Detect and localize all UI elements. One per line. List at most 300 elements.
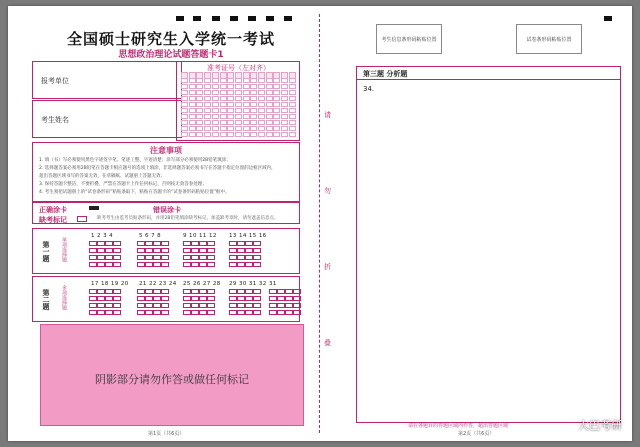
exam-number-cell[interactable] (250, 102, 257, 107)
exam-number-cell[interactable] (220, 78, 227, 83)
exam-number-cell[interactable] (181, 90, 188, 95)
exam-number-cell[interactable] (281, 120, 288, 125)
answer-bubble[interactable] (277, 303, 285, 308)
exam-number-cell[interactable] (289, 102, 296, 107)
exam-number-cell[interactable] (181, 96, 188, 101)
answer-bubble[interactable] (97, 262, 105, 267)
answer-bubble[interactable] (245, 296, 253, 301)
exam-number-cell[interactable] (212, 108, 219, 113)
answer-bubble[interactable] (229, 296, 237, 301)
exam-number-cell[interactable] (235, 132, 242, 137)
exam-number-cell[interactable] (273, 132, 280, 137)
answer-bubble[interactable] (161, 248, 169, 253)
answer-bubble[interactable] (207, 262, 215, 267)
exam-number-cell[interactable] (235, 84, 242, 89)
answer-bubble[interactable] (145, 296, 153, 301)
answer-bubble[interactable] (137, 241, 145, 246)
exam-number-cell[interactable] (181, 114, 188, 119)
answer-bubble[interactable] (97, 241, 105, 246)
answer-bubble[interactable] (153, 262, 161, 267)
answer-bubble[interactable] (207, 303, 215, 308)
answer-bubble[interactable] (269, 310, 277, 315)
exam-number-cell[interactable] (196, 102, 203, 107)
exam-number-cell[interactable] (189, 126, 196, 131)
exam-number-cell[interactable] (227, 120, 234, 125)
exam-number-cell[interactable] (227, 84, 234, 89)
answer-bubble[interactable] (277, 296, 285, 301)
exam-number-cell[interactable] (289, 78, 296, 83)
exam-number-cell[interactable] (181, 108, 188, 113)
answer-bubble[interactable] (191, 241, 199, 246)
answer-bubble[interactable] (269, 289, 277, 294)
answer-bubble[interactable] (105, 255, 113, 260)
answer-bubble[interactable] (237, 289, 245, 294)
exam-number-cell[interactable] (181, 126, 188, 131)
answer-bubble[interactable] (245, 289, 253, 294)
answer-bubble[interactable] (285, 310, 293, 315)
answer-bubble[interactable] (137, 248, 145, 253)
exam-number-cell[interactable] (266, 84, 273, 89)
answer-bubble[interactable] (105, 289, 113, 294)
exam-number-cell[interactable] (250, 84, 257, 89)
exam-number-cell[interactable] (227, 102, 234, 107)
exam-unit-box[interactable] (32, 61, 182, 99)
exam-number-cell[interactable] (196, 90, 203, 95)
exam-number-cell[interactable] (281, 96, 288, 101)
answer-bubble[interactable] (191, 289, 199, 294)
answer-bubble[interactable] (199, 255, 207, 260)
exam-number-cell[interactable] (289, 126, 296, 131)
answer-bubble[interactable] (245, 303, 253, 308)
exam-number-cell[interactable] (189, 102, 196, 107)
answer-bubble[interactable] (207, 255, 215, 260)
exam-number-cell[interactable] (289, 132, 296, 137)
exam-number-cell[interactable] (220, 114, 227, 119)
answer-bubble[interactable] (89, 303, 97, 308)
answer-bubble[interactable] (145, 303, 153, 308)
exam-number-cell[interactable] (235, 120, 242, 125)
answer-bubble[interactable] (183, 296, 191, 301)
exam-number-cell[interactable] (220, 120, 227, 125)
answer-bubble[interactable] (113, 296, 121, 301)
barcode-box-left[interactable] (376, 24, 442, 54)
exam-number-cell[interactable] (258, 90, 265, 95)
exam-number-cell[interactable] (181, 78, 188, 83)
exam-number-cell[interactable] (281, 126, 288, 131)
exam-number-cell[interactable] (181, 102, 188, 107)
exam-number-cell[interactable] (250, 114, 257, 119)
exam-number-cell[interactable] (189, 78, 196, 83)
exam-number-cell[interactable] (258, 96, 265, 101)
exam-number-cell[interactable] (243, 78, 250, 83)
exam-number-cell[interactable] (289, 108, 296, 113)
answer-bubble[interactable] (97, 310, 105, 315)
answer-bubble[interactable] (97, 289, 105, 294)
answer-bubble[interactable] (183, 289, 191, 294)
exam-number-cell[interactable] (250, 108, 257, 113)
absent-mark-bubble[interactable] (77, 216, 87, 222)
exam-number-cell[interactable] (204, 90, 211, 95)
answer-bubble[interactable] (293, 296, 301, 301)
answer-bubble[interactable] (97, 248, 105, 253)
answer-bubble[interactable] (105, 262, 113, 267)
exam-number-cell[interactable] (243, 96, 250, 101)
answer-bubble[interactable] (237, 248, 245, 253)
answer-bubble[interactable] (161, 310, 169, 315)
exam-number-cell[interactable] (204, 102, 211, 107)
exam-number-cell[interactable] (273, 102, 280, 107)
exam-number-cell[interactable] (250, 90, 257, 95)
answer-bubble[interactable] (153, 303, 161, 308)
answer-bubble[interactable] (253, 296, 261, 301)
answer-bubble[interactable] (145, 262, 153, 267)
answer-bubble[interactable] (245, 241, 253, 246)
exam-number-cell[interactable] (258, 84, 265, 89)
answer-bubble[interactable] (245, 255, 253, 260)
answer-bubble[interactable] (285, 289, 293, 294)
candidate-name-box[interactable] (32, 100, 182, 138)
answer-bubble[interactable] (161, 289, 169, 294)
exam-number-cell[interactable] (266, 102, 273, 107)
exam-number-cell[interactable] (204, 120, 211, 125)
answer-area[interactable] (356, 66, 621, 423)
exam-number-cell[interactable] (243, 126, 250, 131)
answer-bubble[interactable] (183, 303, 191, 308)
exam-number-cell[interactable] (220, 90, 227, 95)
exam-number-cell[interactable] (227, 78, 234, 83)
answer-bubble[interactable] (137, 262, 145, 267)
exam-number-cell[interactable] (258, 114, 265, 119)
answer-bubble[interactable] (269, 296, 277, 301)
exam-number-cell[interactable] (243, 90, 250, 95)
exam-number-cell[interactable] (227, 96, 234, 101)
answer-bubble[interactable] (145, 310, 153, 315)
answer-bubble[interactable] (113, 262, 121, 267)
exam-number-cell[interactable] (204, 114, 211, 119)
exam-number-cell[interactable] (235, 114, 242, 119)
exam-number-cell[interactable] (196, 78, 203, 83)
answer-bubble[interactable] (229, 303, 237, 308)
exam-number-cell[interactable] (189, 90, 196, 95)
exam-number-cell[interactable] (181, 132, 188, 137)
exam-number-cell[interactable] (281, 90, 288, 95)
exam-number-cell[interactable] (289, 120, 296, 125)
answer-bubble[interactable] (237, 296, 245, 301)
answer-bubble[interactable] (237, 241, 245, 246)
exam-number-cell[interactable] (189, 96, 196, 101)
exam-number-cell[interactable] (266, 96, 273, 101)
exam-number-cell[interactable] (220, 132, 227, 137)
exam-number-cell[interactable] (258, 126, 265, 131)
answer-bubble[interactable] (89, 289, 97, 294)
exam-number-cell[interactable] (196, 120, 203, 125)
exam-number-cell[interactable] (243, 108, 250, 113)
exam-number-cell[interactable] (181, 84, 188, 89)
exam-number-cell[interactable] (273, 96, 280, 101)
exam-number-cell[interactable] (212, 90, 219, 95)
exam-number-cell[interactable] (289, 90, 296, 95)
answer-bubble[interactable] (105, 303, 113, 308)
exam-number-cell[interactable] (273, 84, 280, 89)
exam-number-cell[interactable] (227, 132, 234, 137)
exam-number-cell[interactable] (266, 108, 273, 113)
answer-bubble[interactable] (161, 296, 169, 301)
exam-number-cell[interactable] (243, 84, 250, 89)
answer-bubble[interactable] (229, 262, 237, 267)
exam-number-cell[interactable] (281, 108, 288, 113)
exam-number-cell[interactable] (235, 96, 242, 101)
exam-number-cell[interactable] (212, 84, 219, 89)
exam-number-cell[interactable] (273, 78, 280, 83)
answer-bubble[interactable] (183, 241, 191, 246)
answer-bubble[interactable] (245, 310, 253, 315)
exam-number-cell[interactable] (258, 78, 265, 83)
answer-bubble[interactable] (97, 296, 105, 301)
exam-number-cell[interactable] (189, 108, 196, 113)
answer-bubble[interactable] (89, 262, 97, 267)
answer-bubble[interactable] (253, 289, 261, 294)
answer-bubble[interactable] (237, 262, 245, 267)
answer-bubble[interactable] (191, 310, 199, 315)
exam-number-cell[interactable] (258, 108, 265, 113)
exam-number-cell[interactable] (204, 84, 211, 89)
exam-number-cell[interactable] (258, 132, 265, 137)
answer-bubble[interactable] (145, 289, 153, 294)
answer-bubble[interactable] (293, 289, 301, 294)
barcode-box-right[interactable] (516, 24, 582, 54)
exam-number-cell[interactable] (266, 126, 273, 131)
exam-number-cell[interactable] (273, 126, 280, 131)
answer-bubble[interactable] (137, 255, 145, 260)
exam-number-cell[interactable] (212, 96, 219, 101)
answer-bubble[interactable] (253, 248, 261, 253)
answer-bubble[interactable] (113, 310, 121, 315)
exam-number-cell[interactable] (243, 132, 250, 137)
exam-number-cell[interactable] (196, 84, 203, 89)
exam-number-cell[interactable] (289, 114, 296, 119)
exam-number-cell[interactable] (189, 114, 196, 119)
exam-number-cell[interactable] (250, 126, 257, 131)
answer-bubble[interactable] (137, 289, 145, 294)
answer-bubble[interactable] (97, 255, 105, 260)
answer-bubble[interactable] (191, 296, 199, 301)
exam-number-cell[interactable] (189, 84, 196, 89)
answer-bubble[interactable] (199, 296, 207, 301)
answer-bubble[interactable] (191, 248, 199, 253)
answer-bubble[interactable] (199, 289, 207, 294)
answer-bubble[interactable] (199, 303, 207, 308)
exam-number-cell[interactable] (196, 126, 203, 131)
answer-bubble[interactable] (207, 289, 215, 294)
exam-number-cell[interactable] (181, 120, 188, 125)
exam-number-cell[interactable] (212, 102, 219, 107)
answer-bubble[interactable] (183, 255, 191, 260)
exam-number-cell[interactable] (196, 96, 203, 101)
answer-bubble[interactable] (153, 310, 161, 315)
answer-bubble[interactable] (199, 262, 207, 267)
answer-bubble[interactable] (137, 296, 145, 301)
answer-bubble[interactable] (277, 289, 285, 294)
exam-number-cell[interactable] (227, 108, 234, 113)
exam-number-cell[interactable] (212, 120, 219, 125)
exam-number-cell[interactable] (281, 132, 288, 137)
answer-bubble[interactable] (113, 289, 121, 294)
exam-number-cell[interactable] (273, 90, 280, 95)
answer-bubble[interactable] (183, 310, 191, 315)
exam-number-cell[interactable] (212, 78, 219, 83)
exam-number-cell[interactable] (189, 120, 196, 125)
answer-bubble[interactable] (113, 303, 121, 308)
exam-number-cell[interactable] (220, 108, 227, 113)
exam-number-cell[interactable] (258, 102, 265, 107)
exam-number-cell[interactable] (266, 120, 273, 125)
answer-bubble[interactable] (253, 255, 261, 260)
answer-bubble[interactable] (199, 241, 207, 246)
answer-bubble[interactable] (89, 310, 97, 315)
exam-number-cell[interactable] (273, 108, 280, 113)
exam-number-cell[interactable] (273, 114, 280, 119)
answer-bubble[interactable] (89, 255, 97, 260)
exam-number-cell[interactable] (273, 120, 280, 125)
answer-bubble[interactable] (285, 303, 293, 308)
answer-bubble[interactable] (153, 296, 161, 301)
exam-number-cell[interactable] (220, 126, 227, 131)
exam-number-cell[interactable] (281, 114, 288, 119)
exam-number-cell[interactable] (235, 102, 242, 107)
answer-bubble[interactable] (97, 303, 105, 308)
exam-number-cell[interactable] (204, 78, 211, 83)
answer-bubble[interactable] (183, 262, 191, 267)
answer-bubble[interactable] (89, 248, 97, 253)
answer-bubble[interactable] (153, 255, 161, 260)
answer-bubble[interactable] (113, 255, 121, 260)
exam-number-cell[interactable] (212, 132, 219, 137)
exam-number-cell[interactable] (250, 120, 257, 125)
answer-bubble[interactable] (207, 296, 215, 301)
answer-bubble[interactable] (191, 303, 199, 308)
exam-number-cell[interactable] (196, 114, 203, 119)
answer-bubble[interactable] (269, 303, 277, 308)
answer-bubble[interactable] (237, 310, 245, 315)
exam-number-cell[interactable] (243, 114, 250, 119)
answer-bubble[interactable] (245, 248, 253, 253)
exam-number-cell[interactable] (212, 114, 219, 119)
answer-bubble[interactable] (89, 241, 97, 246)
answer-bubble[interactable] (153, 241, 161, 246)
answer-bubble[interactable] (229, 310, 237, 315)
answer-bubble[interactable] (293, 303, 301, 308)
answer-bubble[interactable] (253, 262, 261, 267)
answer-bubble[interactable] (253, 241, 261, 246)
exam-number-cell[interactable] (212, 126, 219, 131)
exam-number-cell[interactable] (220, 102, 227, 107)
answer-bubble[interactable] (89, 296, 97, 301)
exam-number-cell[interactable] (220, 84, 227, 89)
exam-number-cell[interactable] (204, 96, 211, 101)
exam-number-cell[interactable] (196, 108, 203, 113)
answer-bubble[interactable] (105, 241, 113, 246)
answer-bubble[interactable] (199, 310, 207, 315)
exam-number-cell[interactable] (289, 84, 296, 89)
answer-bubble[interactable] (105, 310, 113, 315)
answer-bubble[interactable] (105, 296, 113, 301)
answer-bubble[interactable] (293, 310, 301, 315)
answer-bubble[interactable] (145, 255, 153, 260)
answer-bubble[interactable] (277, 310, 285, 315)
exam-number-cell[interactable] (258, 120, 265, 125)
answer-bubble[interactable] (237, 255, 245, 260)
answer-bubble[interactable] (191, 262, 199, 267)
answer-bubble[interactable] (229, 255, 237, 260)
answer-bubble[interactable] (237, 303, 245, 308)
exam-number-cell[interactable] (235, 126, 242, 131)
answer-bubble[interactable] (113, 241, 121, 246)
answer-bubble[interactable] (207, 248, 215, 253)
answer-bubble[interactable] (191, 255, 199, 260)
exam-number-cell[interactable] (266, 78, 273, 83)
answer-bubble[interactable] (161, 241, 169, 246)
exam-number-cell[interactable] (204, 108, 211, 113)
exam-number-cell[interactable] (243, 102, 250, 107)
exam-number-cell[interactable] (250, 96, 257, 101)
exam-number-cell[interactable] (235, 90, 242, 95)
exam-number-cell[interactable] (227, 90, 234, 95)
exam-number-cell[interactable] (281, 84, 288, 89)
answer-bubble[interactable] (285, 296, 293, 301)
answer-bubble[interactable] (229, 241, 237, 246)
exam-number-cell[interactable] (204, 126, 211, 131)
answer-bubble[interactable] (161, 255, 169, 260)
exam-number-cell[interactable] (196, 132, 203, 137)
exam-number-cell[interactable] (281, 102, 288, 107)
exam-number-cell[interactable] (204, 132, 211, 137)
answer-bubble[interactable] (161, 303, 169, 308)
exam-number-cell[interactable] (281, 78, 288, 83)
answer-bubble[interactable] (253, 310, 261, 315)
answer-bubble[interactable] (229, 248, 237, 253)
answer-bubble[interactable] (161, 262, 169, 267)
exam-number-cell[interactable] (235, 108, 242, 113)
exam-number-cell[interactable] (266, 132, 273, 137)
answer-bubble[interactable] (245, 262, 253, 267)
answer-bubble[interactable] (229, 289, 237, 294)
exam-number-cell[interactable] (227, 126, 234, 131)
exam-number-cell[interactable] (220, 96, 227, 101)
answer-bubble[interactable] (207, 310, 215, 315)
exam-number-cell[interactable] (289, 96, 296, 101)
exam-number-cell[interactable] (250, 78, 257, 83)
answer-bubble[interactable] (153, 289, 161, 294)
exam-number-cell[interactable] (235, 78, 242, 83)
exam-number-cell[interactable] (189, 132, 196, 137)
answer-bubble[interactable] (145, 241, 153, 246)
exam-number-cell[interactable] (266, 90, 273, 95)
exam-number-cell[interactable] (250, 132, 257, 137)
answer-bubble[interactable] (137, 303, 145, 308)
answer-bubble[interactable] (153, 248, 161, 253)
exam-number-cell[interactable] (266, 114, 273, 119)
answer-bubble[interactable] (183, 248, 191, 253)
answer-bubble[interactable] (113, 248, 121, 253)
exam-number-cell[interactable] (227, 114, 234, 119)
answer-bubble[interactable] (105, 248, 113, 253)
answer-bubble[interactable] (253, 303, 261, 308)
answer-bubble[interactable] (137, 310, 145, 315)
answer-bubble[interactable] (145, 248, 153, 253)
exam-number-cell[interactable] (243, 120, 250, 125)
answer-bubble[interactable] (199, 248, 207, 253)
answer-bubble[interactable] (207, 241, 215, 246)
